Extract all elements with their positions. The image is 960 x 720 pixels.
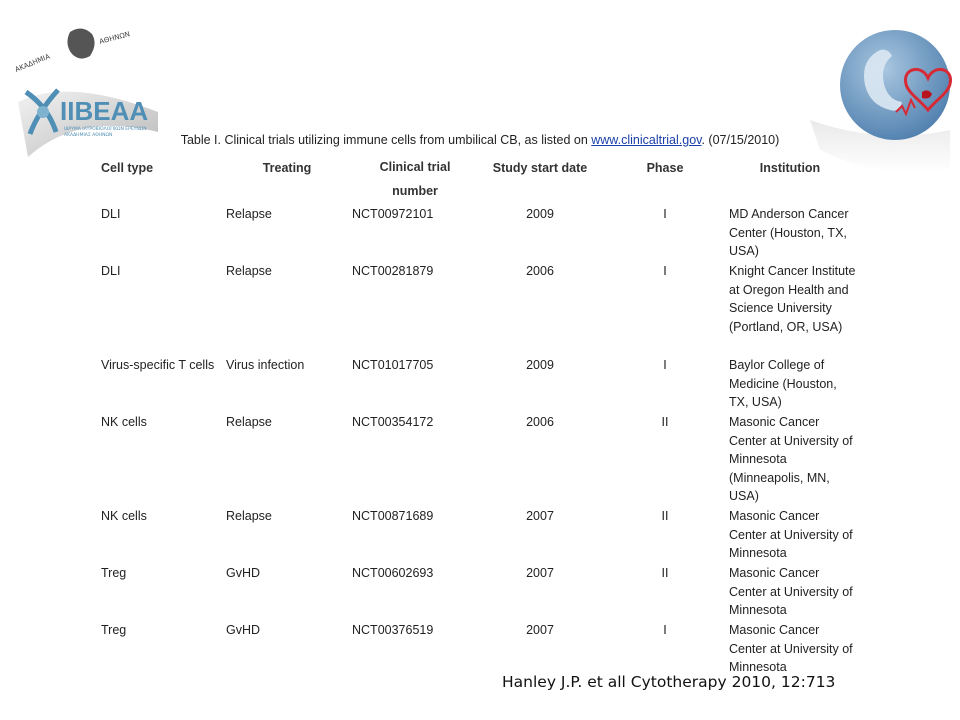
table-row-phase: II: [661, 566, 669, 580]
table-row-trial-number: NCT00281879: [352, 264, 434, 278]
table-row-trial-number: NCT00376519: [352, 623, 434, 637]
table-row-treating: Relapse: [226, 509, 272, 523]
table-row-phase: I: [663, 358, 667, 372]
header-cell-type: Cell type: [101, 161, 154, 175]
table-row-phase: I: [663, 623, 667, 637]
header-study-start-date: Study start date: [492, 161, 588, 175]
table-row-trial-number: NCT01017705: [352, 358, 434, 372]
table-row-institution: Knight Cancer Institute at Oregon Health and Science University (Portland, OR, USA): [729, 264, 856, 334]
table-row-institution: Masonic Cancer Center at University of Minnesota (Minneapolis, MN, USA): [729, 415, 853, 503]
header-clinical-trial-number: Clinical trial number: [379, 160, 451, 198]
table-row-phase: I: [663, 264, 667, 278]
table-row-start-year: 2009: [526, 207, 554, 221]
table-row-cell-type: Virus-specific T cells: [101, 358, 215, 372]
greek-head-emblem: [67, 28, 94, 58]
clinicaltrial-link[interactable]: www.clinicaltrial.gov: [591, 133, 702, 147]
citation: Hanley J.P. et all Cytotherapy 2010, 12:713: [502, 673, 836, 691]
header-institution: Institution: [759, 161, 821, 175]
table-row-institution: Masonic Cancer Center at University of Minnesota: [729, 566, 853, 617]
table-row-institution: MD Anderson Cancer Center (Houston, TX, USA): [729, 207, 849, 258]
table-row-treating: GvHD: [226, 566, 261, 580]
svg-text:ΑΚΑΔΗΜΙΑΣ ΑΘΗΝΩΝ: ΑΚΑΔΗΜΙΑΣ ΑΘΗΝΩΝ: [64, 133, 113, 138]
table-row-institution: Baylor College of Medicine (Houston, TX, USA): [729, 358, 837, 409]
table-row-treating: Relapse: [226, 264, 272, 278]
table-row-trial-number: NCT00972101: [352, 207, 434, 221]
table-row-treating: GvHD: [226, 623, 261, 637]
table-row-trial-number: NCT00354172: [352, 415, 434, 429]
table-row-start-year: 2009: [526, 358, 554, 372]
iibeaa-wordmark: IIBEAA: [60, 96, 149, 126]
table-row-cell-type: NK cells: [101, 509, 147, 523]
table-row-cell-type: Treg: [101, 623, 127, 637]
table-row-trial-number: NCT00871689: [352, 509, 434, 523]
header-phase: Phase: [646, 161, 684, 175]
academy-arc-text: ΑΚΑΔΗΜΙΑ: [13, 52, 52, 74]
table-row-cell-type: DLI: [101, 207, 121, 221]
caption-text: Table I. Clinical trials utilizing immune cells from umbilical CB, as listed on: [180, 133, 592, 147]
table-row-start-year: 2006: [526, 415, 554, 429]
table-row-cell-type: Treg: [101, 566, 127, 580]
table-row-cell-type: DLI: [101, 264, 121, 278]
table-row-treating: Relapse: [226, 415, 272, 429]
table-row-institution: Masonic Cancer Center at University of Minnesota: [729, 509, 853, 560]
table-row-phase: II: [661, 509, 669, 523]
svg-text:ΙΔΡΥΜΑ ΙΑΤΡΟΒΙΟΛΟΓΙΚΩΝ ΕΡΕΥΝΩΝ: ΙΔΡΥΜΑ ΙΑΤΡΟΒΙΟΛΟΓΙΚΩΝ ΕΡΕΥΝΩΝ: [64, 127, 147, 132]
table-row-phase: II: [661, 415, 669, 429]
table-row-phase: I: [663, 207, 667, 221]
table-row-institution: Masonic Cancer Center at University of Minnesota: [729, 623, 853, 674]
caption-date: . (07/15/2010): [701, 133, 780, 147]
table-row-trial-number: NCT00602693: [352, 566, 434, 580]
table-row-treating: Relapse: [226, 207, 272, 221]
table-row-treating: Virus infection: [226, 358, 305, 372]
table-row-start-year: 2007: [526, 566, 554, 580]
table-row-start-year: 2007: [526, 623, 554, 637]
svg-text:ΑΘΗΝΩΝ: ΑΘΗΝΩΝ: [98, 30, 131, 46]
table-row-start-year: 2006: [526, 264, 554, 278]
header-treating: Treating: [262, 161, 312, 175]
table-row-cell-type: NK cells: [101, 415, 147, 429]
table-caption: [0, 133, 960, 147]
table-row-start-year: 2007: [526, 509, 554, 523]
